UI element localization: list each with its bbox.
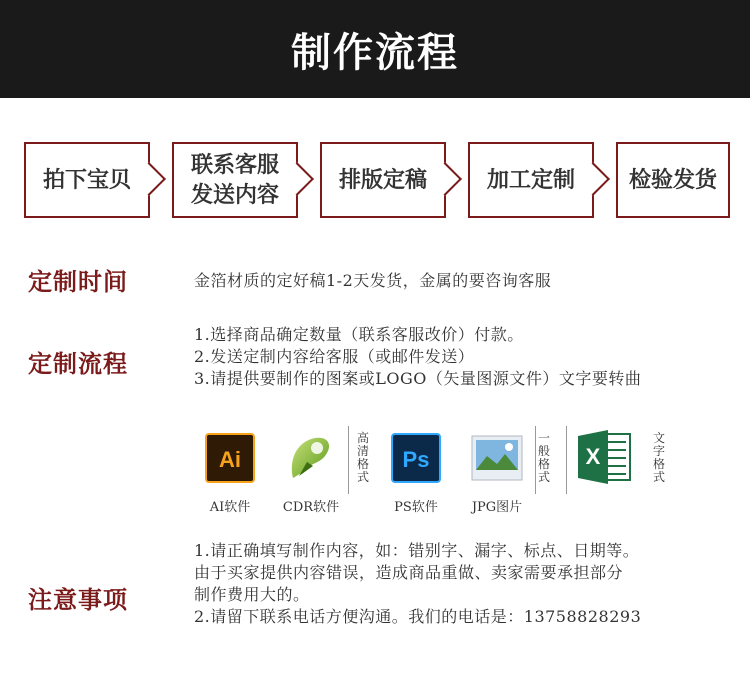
- step-inspect-ship: [616, 142, 730, 218]
- header-banner: [0, 0, 750, 98]
- general-format-label: 一般格式: [537, 431, 550, 484]
- coreldraw-icon: [285, 432, 337, 484]
- step-label-line2: 发送内容: [190, 182, 279, 208]
- step-label: 检验发货: [628, 167, 717, 193]
- section-title-process: 定制流程: [28, 349, 128, 378]
- step-place-order: [24, 142, 150, 218]
- chevron-right-icon: [280, 162, 314, 196]
- notes-line: 2.请留下联系电话方便沟通。我们的电话是：13758828293: [194, 607, 642, 626]
- cdr-software: [278, 432, 344, 515]
- step-label: 加工定制: [486, 167, 575, 193]
- notes-line: 制作费用大的。: [194, 585, 310, 604]
- page-title: 制作流程: [291, 28, 459, 76]
- chevron-right-icon: [428, 162, 462, 196]
- section-text-process: [194, 324, 641, 390]
- divider: [535, 426, 536, 494]
- ai-label: AI软件: [209, 500, 251, 515]
- excel-software: [576, 428, 634, 490]
- ps-software: [388, 432, 444, 515]
- notes-line: 1.请正确填写制作内容，如：错别字、漏字、标点、日期等。: [194, 541, 640, 560]
- excel-icon: [576, 428, 634, 486]
- divider: [566, 426, 567, 494]
- step-label: 联系客服: [190, 152, 279, 178]
- illustrator-icon: [204, 432, 256, 484]
- jpg-label: JPG图片: [471, 500, 523, 515]
- ps-icon-text: Ps: [402, 447, 430, 472]
- ps-label: PS软件: [394, 500, 438, 515]
- section-title-notes: 注意事项: [28, 585, 128, 614]
- text-format-label: 文字格式: [652, 431, 665, 484]
- process-line: 2.发送定制内容给客服（或邮件发送）: [194, 347, 475, 366]
- ai-software: [202, 432, 258, 515]
- chevron-right-icon: [576, 162, 610, 196]
- hd-format-label: 高清格式: [356, 431, 369, 484]
- step-contact-service: [172, 142, 298, 218]
- section-title-time: 定制时间: [28, 267, 128, 296]
- divider: [348, 426, 349, 494]
- step-layout-finalize: [320, 142, 446, 218]
- section-text-time: 金箔材质的定好稿1-2天发货，金属的要咨询客服: [194, 271, 552, 290]
- step-processing: [468, 142, 594, 218]
- photoshop-icon: [390, 432, 442, 484]
- notes-line: 由于买家提供内容错误，造成商品重做、卖家需要承担部分: [194, 563, 624, 582]
- cdr-label: CDR软件: [282, 500, 340, 515]
- ai-icon-text: Ai: [219, 447, 241, 472]
- section-text-notes: [194, 540, 641, 628]
- process-line: 3.请提供要制作的图案或LOGO（矢量图源文件）文字要转曲: [194, 369, 642, 388]
- image-icon: [469, 432, 525, 484]
- step-label: 排版定稿: [338, 167, 427, 193]
- chevron-right-icon: [132, 162, 166, 196]
- jpg-image: [464, 432, 530, 515]
- process-line: 1.选择商品确定数量（联系客服改价）付款。: [194, 325, 524, 344]
- step-label: 拍下宝贝: [42, 167, 131, 193]
- svg-text:X: X: [585, 444, 601, 469]
